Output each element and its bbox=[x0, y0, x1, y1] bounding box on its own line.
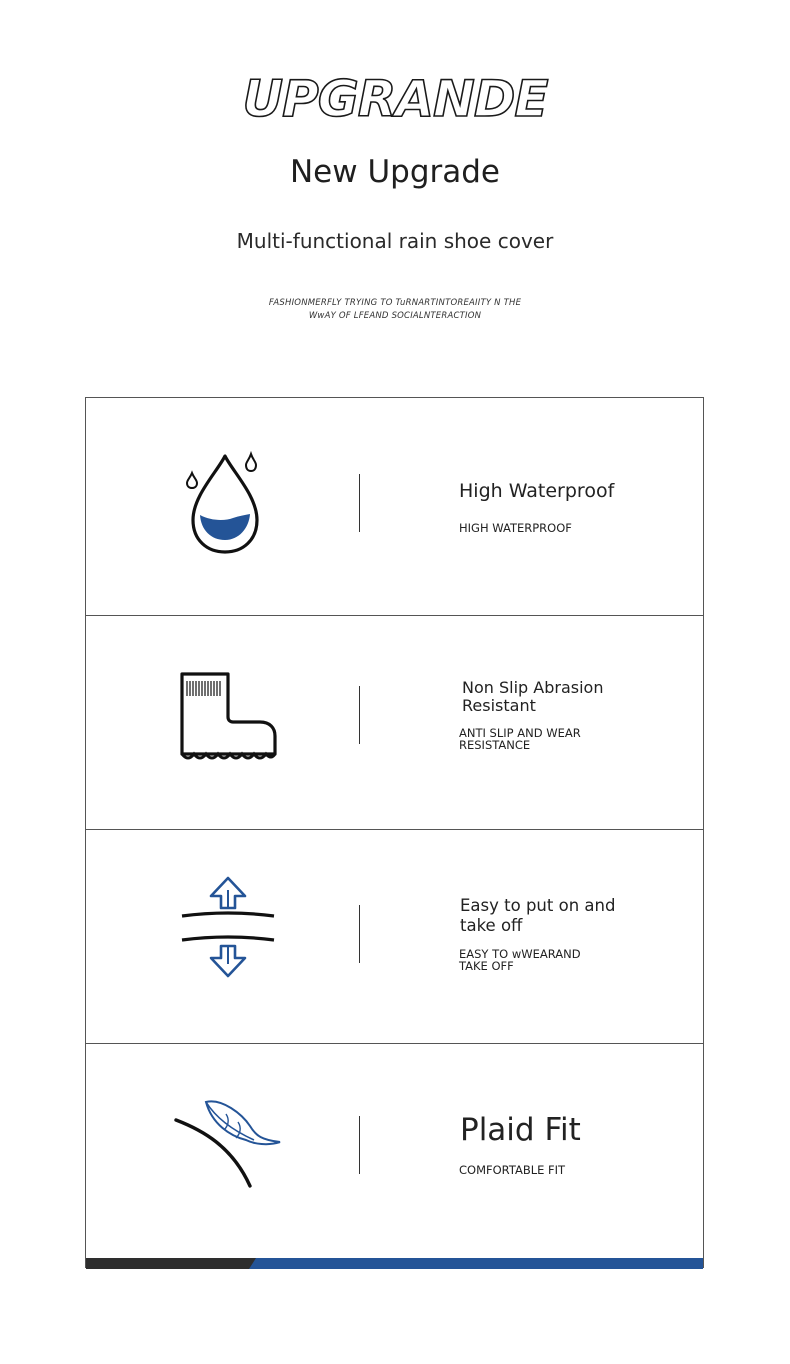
feature-title: Plaid Fit bbox=[460, 1112, 581, 1148]
stretch-arrows-icon bbox=[178, 876, 278, 980]
feature-title: High Waterproof bbox=[459, 480, 615, 502]
feature-title bbox=[462, 679, 603, 715]
feature-row-easy-on-off bbox=[86, 830, 703, 1044]
page-subtitle: New Upgrade bbox=[289, 154, 500, 190]
feature-subtitle-line-2: RESISTANCE bbox=[459, 738, 531, 752]
feature-subtitle-line-2: TAKE OFF bbox=[459, 959, 514, 973]
feature-divider bbox=[359, 1116, 360, 1174]
feature-title-line-1: Easy to put on and bbox=[460, 896, 616, 915]
tagline-line-2: WwAY OF LFEAND SOCIALNTERACTION bbox=[308, 311, 482, 321]
features-panel bbox=[85, 397, 704, 1268]
feature-title-line-2: Resistant bbox=[462, 696, 536, 715]
accent-bar-blue bbox=[249, 1258, 703, 1269]
feature-row-plaid-fit bbox=[86, 1044, 703, 1269]
feature-subtitle: HIGH WATERPROOF bbox=[459, 521, 572, 535]
tagline-line-1: FASHIONMERFLY TRYING TO TuRNARTINTOREAIITY N THE bbox=[268, 298, 522, 308]
feature-subtitle bbox=[459, 948, 581, 972]
feature-subtitle-line-1: EASY TO wWEARAND bbox=[459, 947, 581, 961]
feature-icon bbox=[172, 1096, 282, 1192]
boot-icon bbox=[178, 672, 278, 762]
feature-subtitle bbox=[459, 727, 581, 751]
feature-subtitle-line-1: ANTI SLIP AND WEAR bbox=[459, 726, 581, 740]
feature-divider bbox=[359, 905, 360, 963]
feature-subtitle: COMFORTABLE FIT bbox=[459, 1163, 566, 1177]
accent-bar-dark bbox=[86, 1258, 256, 1269]
hero-title: UPGRANDE bbox=[242, 70, 548, 128]
feature-divider bbox=[359, 474, 360, 532]
feature-row-waterproof bbox=[86, 398, 703, 616]
feature-divider bbox=[359, 686, 360, 744]
feature-title-line-1: Non Slip Abrasion bbox=[462, 678, 604, 697]
feature-title bbox=[460, 896, 615, 936]
water-drop-icon bbox=[181, 448, 271, 558]
feature-title-line-2: take off bbox=[460, 916, 523, 935]
product-description: Multi-functional rain shoe cover bbox=[236, 229, 554, 253]
feature-row-non-slip bbox=[86, 616, 703, 830]
